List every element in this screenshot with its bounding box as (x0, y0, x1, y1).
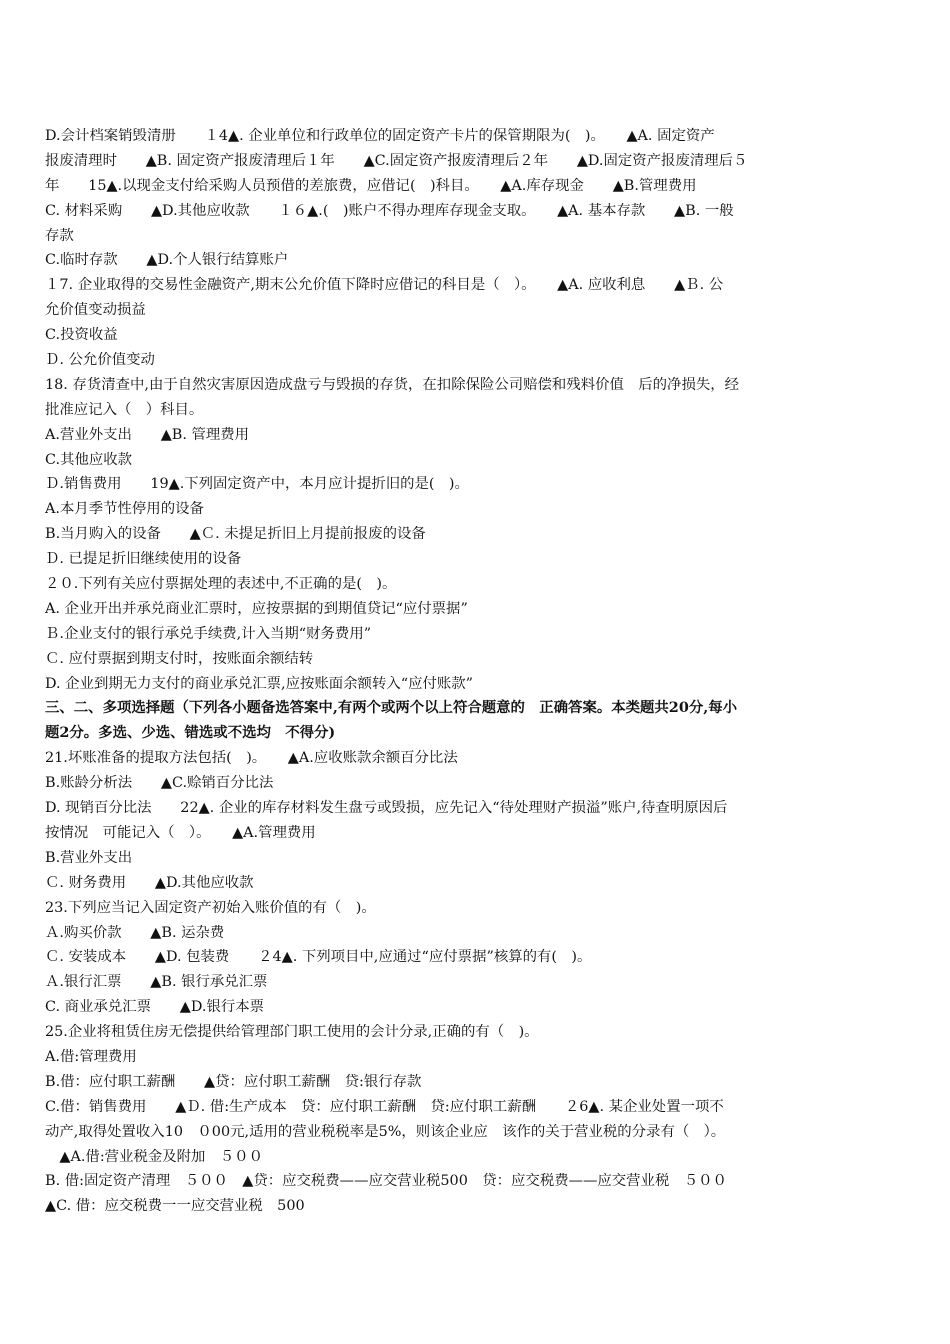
text-line: 25.企业将租赁住房无偿提供给管理部门职工使用的会计分录,正确的有（ )。 (45, 1024, 539, 1041)
text-line: C.其他应收款 (45, 451, 133, 468)
text-line: A.本月季节性停用的设备 (45, 501, 204, 518)
text-line: C. 材料采购 ▲D.其他应收款 １６▲.( )账户不得办理库存现金支取。 ▲A. 基本存款 ▲B. 一般 (45, 202, 734, 219)
text-line: 批准应记入（ ）科目。 (45, 401, 204, 418)
text-line: D.会计档案销毁清册 １4▲. 企业单位和行政单位的固定资产卡片的保管期限为( )。 ▲A. 固定资产 (45, 128, 715, 144)
text-line: Ｃ. 财务费用 ▲D.其他应收款 (45, 874, 254, 891)
document-page (45, 124, 863, 1219)
text-line: B.账龄分析法 ▲C.赊销百分比法 (45, 775, 274, 792)
text-line: B.借：应付职工薪酬 ▲贷：应付职工薪酬 贷:银行存款 (45, 1073, 422, 1090)
text-line: D. 现销百分比法 22▲. 企业的库存材料发生盘亏或毁损，应先记入“待处理财产损溢”账户,待查明原因后 (45, 800, 728, 817)
text-line: Ｄ. 已提足折旧继续使用的设备 (45, 551, 242, 568)
text-line: B. 借:固定资产清理 ５００ ▲贷：应交税费——应交营业税500 贷：应交税费——应交营业税 ５００ (45, 1173, 727, 1190)
text-line: C.投资收益 (45, 327, 118, 344)
text-line: 存款 (45, 227, 74, 244)
text-line: B.营业外支出 (45, 849, 133, 866)
text-line: Ａ.购买价款 ▲B. 运杂费 (45, 924, 225, 941)
text-line: C. 商业承兑汇票 ▲D.银行本票 (45, 999, 265, 1016)
text-line: C.借：销售费用 ▲Ｄ. 借:生产成本 贷：应付职工薪酬 贷:应付职工薪酬 ２6▲. 某企业处置一项不 (45, 1098, 724, 1115)
section-heading: 三、二、多项选择题（下列各小题备选答案中,有两个或两个以上符合题意的 正确答案。本类题共20分,每小 (45, 699, 738, 717)
text-line: 允价值变动损益 (45, 302, 146, 319)
text-line: A. 企业开出并承兑商业汇票时，应按票据的到期值贷记“应付票据” (45, 600, 468, 617)
text-line: 年 15▲.以现金支付给采购人员预借的差旅费，应借记( )科目。 ▲A.库存现金 ▲B.管理费用 (45, 177, 697, 194)
text-line: 23.下列应当记入固定资产初始入账价值的有（ )。 (45, 899, 376, 916)
text-line: ２０.下列有关应付票据处理的表述中,不正确的是( )。 (45, 576, 397, 593)
text-line: B.当月购入的设备 ▲Ｃ. 未提足折旧上月提前报废的设备 (45, 526, 426, 543)
text-line: １7. 企业取得的交易性金融资产,期末公允价值下降时应借记的科目是（ ）。 ▲A. 应收利息 ▲Ｂ. 公 (45, 277, 724, 294)
text-line: 21.坏账准备的提取方法包括( )。 ▲A.应收账款余额百分比法 (45, 750, 458, 767)
text-line: 按情况 可能记入（ ）。 ▲A.管理费用 (45, 824, 316, 841)
text-line: ▲A.借:营业税金及附加 ５００ (45, 1148, 263, 1165)
text-line: ▲C. 借：应交税费一一应交营业税 500 (45, 1198, 305, 1215)
text-line: 报废清理时 ▲B. 固定资产报废清理后１年 ▲C.固定资产报废清理后２年 ▲D.固定资产报废清理后５ (45, 152, 748, 169)
section-heading: 题2分。多选、少选、错选或不选均 不得分) (45, 724, 336, 742)
text-line: A.借:管理费用 (45, 1048, 137, 1065)
text-line: Ｃ. 安装成本 ▲D. 包装费 ２4▲. 下列项目中,应通过“应付票据”核算的有( )。 (45, 949, 592, 966)
text-line: 18. 存货清查中,由于自然灾害原因造成盘亏与毁损的存货，在扣除保险公司赔偿和残料价值 后的净损失，经 (45, 376, 740, 393)
text-line: Ｄ.销售费用 19▲.下列固定资产中，本月应计提折旧的是( )。 (45, 476, 469, 493)
text-line: Ｂ.企业支付的银行承兑手续费,计入当期“财务费用” (45, 625, 372, 642)
text-line: C.临时存款 ▲D.个人银行结算账户 (45, 252, 289, 269)
text-line: 动产,取得处置收入10 ０00元,适用的营业税税率是5%，则该企业应 该作的关于营业税的分录有（ ）。 (45, 1123, 726, 1140)
text-line: Ｃ. 应付票据到期支付时，按账面余额结转 (45, 650, 314, 667)
text-line: D. 企业到期无力支付的商业承兑汇票,应按账面余额转入“应付账款” (45, 675, 474, 692)
text-line: Ａ.银行汇票 ▲B. 银行承兑汇票 (45, 974, 268, 991)
text-line: Ｄ. 公允价值变动 (45, 352, 155, 369)
text-line: A.营业外支出 ▲B. 管理费用 (45, 426, 250, 443)
